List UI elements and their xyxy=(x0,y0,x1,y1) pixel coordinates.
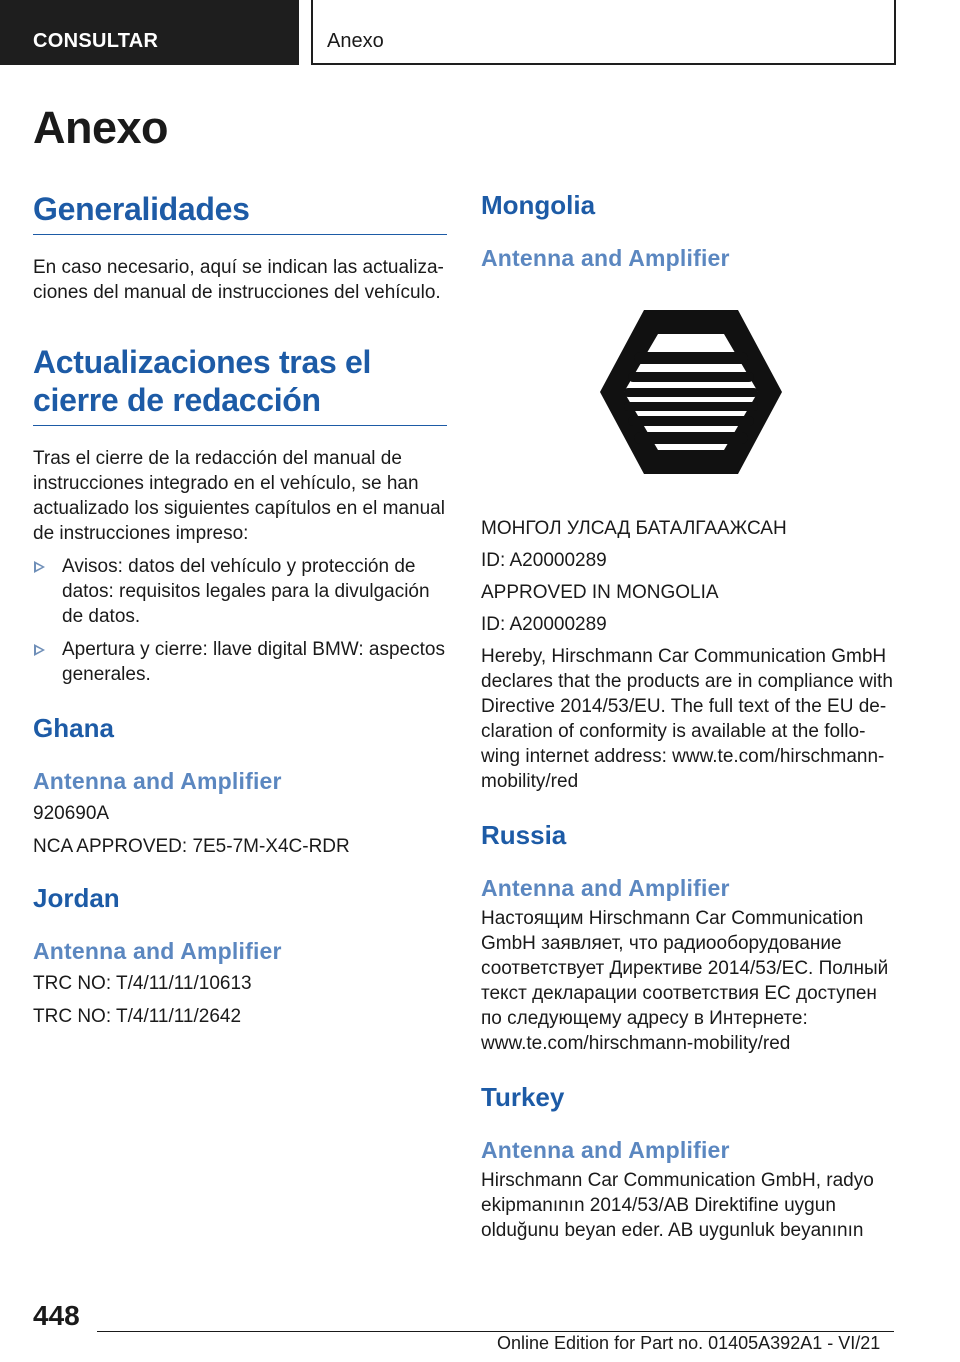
bullet-item: Avisos: datos del vehículo y protección de datos: requisitos legales para la divulgación de datos. xyxy=(33,554,447,629)
page-number: 448 xyxy=(33,1300,80,1331)
bullet-triangle-icon xyxy=(34,644,45,656)
heading-russia: Russia xyxy=(481,820,567,850)
russia-text: Настоящим Hirschmann Car Communication GmbH заявляет, что радиооборудование соответствует Директиве 2014/53/ЕС. Полный текст декларации соответствия ЕС доступен по следующему адресу в Интернете: www.te.com/hirschmann-mobility/red xyxy=(481,908,889,1054)
subheading-ghana: Antenna and Amplifier xyxy=(33,768,282,794)
mongolia-line: ID: A20000289 xyxy=(481,550,607,571)
heading-turkey: Turkey xyxy=(481,1082,565,1112)
left-column xyxy=(33,190,447,1029)
ghana-line: 920690A xyxy=(33,803,110,824)
page-title: Anexo xyxy=(33,102,169,153)
mongolia-declaration: Hereby, Hirschmann Car Communication GmbH declares that the products are in compliance with Directive 2014/53/EU. The full text of the EU de- claration of conformity is available at the follo- wing internet address: www.te.com/hirschmann- mobility/red xyxy=(481,646,893,792)
heading-ghana: Ghana xyxy=(33,713,114,743)
heading-mongolia: Mongolia xyxy=(481,190,596,220)
right-column xyxy=(481,190,901,1243)
heading-generalidades: Generalidades xyxy=(33,190,447,235)
subheading-jordan: Antenna and Amplifier xyxy=(33,938,282,964)
chapter-tab[interactable]: Anexo xyxy=(311,0,896,65)
mongolia-line: МОНГОЛ УЛСАД БАТАЛГААЖСАН xyxy=(481,518,787,539)
heading-jordan: Jordan xyxy=(33,883,120,913)
subheading-russia: Antenna and Amplifier xyxy=(481,875,730,901)
jordan-line: TRC NO: T/4/11/11/2642 xyxy=(33,1006,242,1027)
actualizaciones-intro: Tras el cierre de la redacción del manual de instrucciones integrado en el vehículo, se han actualizado los siguientes capítulos en el manual de instrucciones impreso: xyxy=(33,448,445,544)
ghana-line: NCA APPROVED: 7E5-7M-X4C-RDR xyxy=(33,836,350,857)
subheading-mongolia: Antenna and Amplifier xyxy=(481,245,730,271)
section-tab[interactable]: CONSULTAR xyxy=(0,0,299,65)
heading-actualizaciones: Actualizaciones tras el cierre de redacción xyxy=(33,343,447,426)
edition-note: Online Edition for Part no. 01405A392A1 - VI/21 xyxy=(497,1333,881,1353)
bullet-item: Apertura y cierre: llave digital BMW: aspectos generales. xyxy=(33,637,447,687)
footer-divider xyxy=(97,1331,894,1332)
mongolia-line: ID: A20000289 xyxy=(481,614,607,635)
subheading-turkey: Antenna and Amplifier xyxy=(481,1137,730,1163)
jordan-line: TRC NO: T/4/11/11/10613 xyxy=(33,973,252,994)
mongolia-approval-emblem-icon xyxy=(596,304,786,480)
mongolia-line: APPROVED IN MONGOLIA xyxy=(481,582,719,603)
bullet-triangle-icon xyxy=(34,561,45,573)
turkey-text: Hirschmann Car Communication GmbH, radyo ekipmanının 2014/53/AB Direktifine uygun olduğunu beyan eder. AB uygunluk beyanının xyxy=(481,1170,874,1241)
generalidades-text: En caso necesario, aquí se indican las actualiza- ciones del manual de instrucciones del vehículo. xyxy=(33,257,444,303)
